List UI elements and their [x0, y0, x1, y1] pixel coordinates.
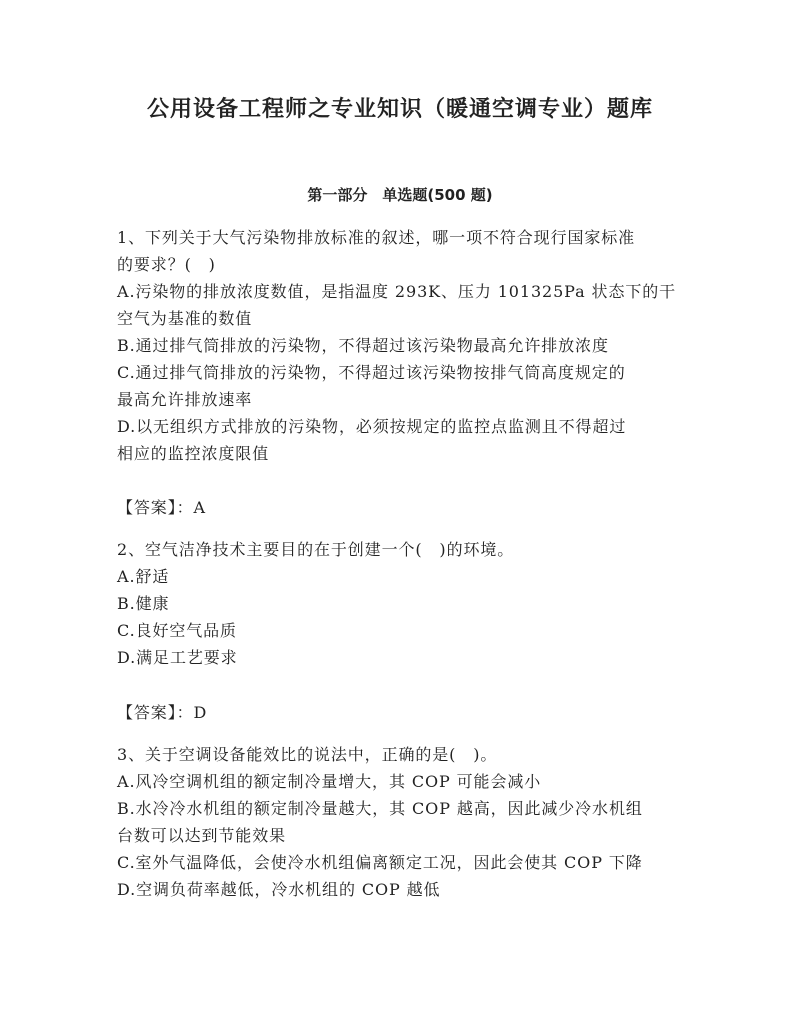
section-heading: 第一部分 单选题(500 题) — [307, 186, 493, 204]
option-b: B.水冷冷水机组的额定制冷量越大，其 COP 越高，因此减少冷水机组 — [117, 799, 643, 818]
option-b: B.健康 — [117, 594, 170, 613]
question-text: 1、下列关于大气污染物排放标准的叙述，哪一项不符合现行国家标准 — [117, 228, 636, 247]
answer-2: 【答案】：D — [117, 703, 208, 722]
option-b: B.通过排气筒排放的污染物，不得超过该污染物最高允许排放浓度 — [117, 336, 609, 355]
option-d: 相应的监控浓度限值 — [117, 444, 270, 463]
option-c: 最高允许排放速率 — [117, 390, 253, 409]
document-title: 公用设备工程师之专业知识（暖通空调专业）题库 — [146, 97, 653, 122]
option-c: C.良好空气品质 — [117, 621, 237, 640]
option-c: C.室外气温降低，会使冷水机组偏离额定工况，因此会使其 COP 下降 — [117, 853, 643, 872]
option-d: D.以无组织方式排放的污染物，必须按规定的监控点监测且不得超过 — [117, 417, 627, 436]
option-a: 空气为基准的数值 — [117, 309, 253, 328]
option-c: C.通过排气筒排放的污染物，不得超过该污染物按排气筒高度规定的 — [117, 363, 626, 382]
question-1 — [117, 224, 687, 467]
option-a: A.污染物的排放浓度数值，是指温度 293K、压力 101325Pa 状态下的干 — [117, 282, 677, 301]
option-d: D.满足工艺要求 — [117, 648, 238, 667]
option-a: A.风冷空调机组的额定制冷量增大，其 COP 可能会减小 — [117, 772, 542, 791]
option-d: D.空调负荷率越低，冷水机组的 COP 越低 — [117, 880, 441, 899]
option-a: A.舒适 — [117, 567, 170, 586]
question-text: 3、关于空调设备能效比的说法中，正确的是( )。 — [117, 745, 498, 764]
answer-1: 【答案】：A — [117, 498, 206, 517]
question-2 — [117, 536, 687, 671]
option-b: 台数可以达到节能效果 — [117, 826, 287, 845]
question-text: 的要求？( ) — [117, 255, 216, 274]
question-3 — [117, 741, 687, 903]
question-text: 2、空气洁净技术主要目的在于创建一个( )的环境。 — [117, 540, 515, 559]
